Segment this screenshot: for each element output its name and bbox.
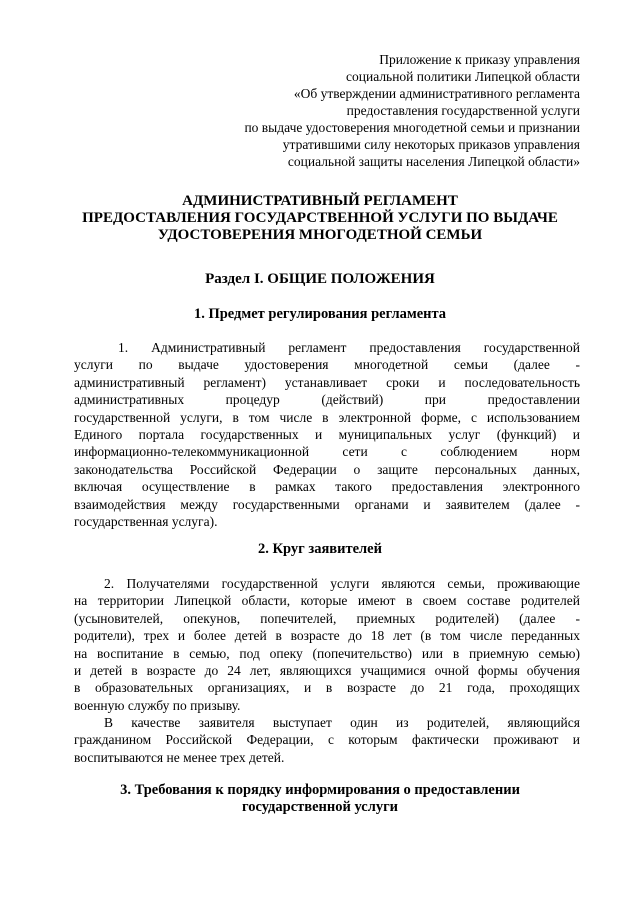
text-line: на территории Липецкой области, которые имеют в своем составе родителей xyxy=(74,593,580,609)
annex-line: социальной защиты населения Липецкой области» xyxy=(287,154,580,169)
text-line: государственной услуги, в том числе в электронной форме, с использованием xyxy=(74,409,580,425)
text-line: 1. Административный регламент предоставления государственной xyxy=(118,340,580,355)
text-line: (усыновителей, опекунов, попечителей, приемных родителей) (далее - xyxy=(74,610,580,626)
section-heading: Раздел I. ОБЩИЕ ПОЛОЖЕНИЯ xyxy=(205,271,435,287)
heading-line: государственной услуги xyxy=(241,799,399,815)
text-line: включая осуществление в рамках такого предоставления электронного xyxy=(74,479,580,495)
subsection-heading: 1. Предмет регулирования регламента xyxy=(193,306,447,322)
text-line: и детей в возрасте до 24 лет, являющихся учащимися очной формы обучения xyxy=(74,663,580,679)
annex-line: социальной политики Липецкой области xyxy=(346,69,580,84)
text-line: информационно-телекоммуникационной сети с соблюдением норм xyxy=(74,444,580,460)
text-line: Единого портала государственных и муниципальных услуг (функций) и xyxy=(74,427,580,443)
text-line: государственная услуга). xyxy=(74,514,218,530)
text-line: на воспитание в семью, под опеку (попечительство) или в приемную семью) xyxy=(74,645,580,661)
paragraph-2 xyxy=(74,575,580,714)
text-line: административный регламент) устанавливает сроки и последовательность xyxy=(74,374,580,390)
annex-line: по выдаче удостоверения многодетной семьи и признании xyxy=(244,120,580,135)
annex-header xyxy=(150,51,580,170)
subsection-heading xyxy=(60,782,580,816)
subsection-heading: 2. Круг заявителей xyxy=(258,541,382,557)
paragraph-1 xyxy=(74,339,580,530)
title-line: ПРЕДОСТАВЛЕНИЯ ГОСУДАРСТВЕННОЙ УСЛУГИ ПО ВЫДАЧЕ xyxy=(82,210,558,226)
text-line: гражданином Российской Федерации, с которым фактически проживают и xyxy=(74,732,580,748)
heading-line: 3. Требования к порядку информирования о предоставлении xyxy=(120,782,520,798)
annex-line: Приложение к приказу управления xyxy=(379,52,580,67)
text-line: в образовательных организациях, и в возрасте до 21 года, проходящих xyxy=(74,680,580,696)
text-line: родители), трех и более детей в возрасте до 18 лет (в том числе переданных xyxy=(74,628,580,644)
text-line: 2. Получателями государственной услуги являются семьи, проживающие xyxy=(104,576,580,591)
paragraph-3 xyxy=(74,714,580,766)
title-line: УДОСТОВЕРЕНИЯ МНОГОДЕТНОЙ СЕМЬИ xyxy=(157,227,483,243)
text-line: воспитываются не менее трех детей. xyxy=(74,749,285,765)
text-line: законодательства Российской Федерации о защите персональных данных, xyxy=(74,461,580,477)
title-line: АДМИНИСТРАТИВНЫЙ РЕГЛАМЕНТ xyxy=(182,193,458,209)
annex-line: утратившими силу некоторых приказов управления xyxy=(282,137,580,152)
text-line: В качестве заявителя выступает один из родителей, являющийся xyxy=(104,715,580,730)
text-line: взаимодействия между государственными органами и заявителем (далее - xyxy=(74,496,580,512)
text-line: услуги по выдаче удостоверения многодетной семьи (далее - xyxy=(74,357,580,373)
text-line: военную службу по призыву. xyxy=(74,697,241,713)
annex-line: предоставления государственной услуги xyxy=(346,103,580,118)
annex-line: «Об утверждении административного регламента xyxy=(293,86,580,101)
text-line: административных процедур (действий) при предоставлении xyxy=(74,392,580,408)
document-title xyxy=(60,193,580,244)
